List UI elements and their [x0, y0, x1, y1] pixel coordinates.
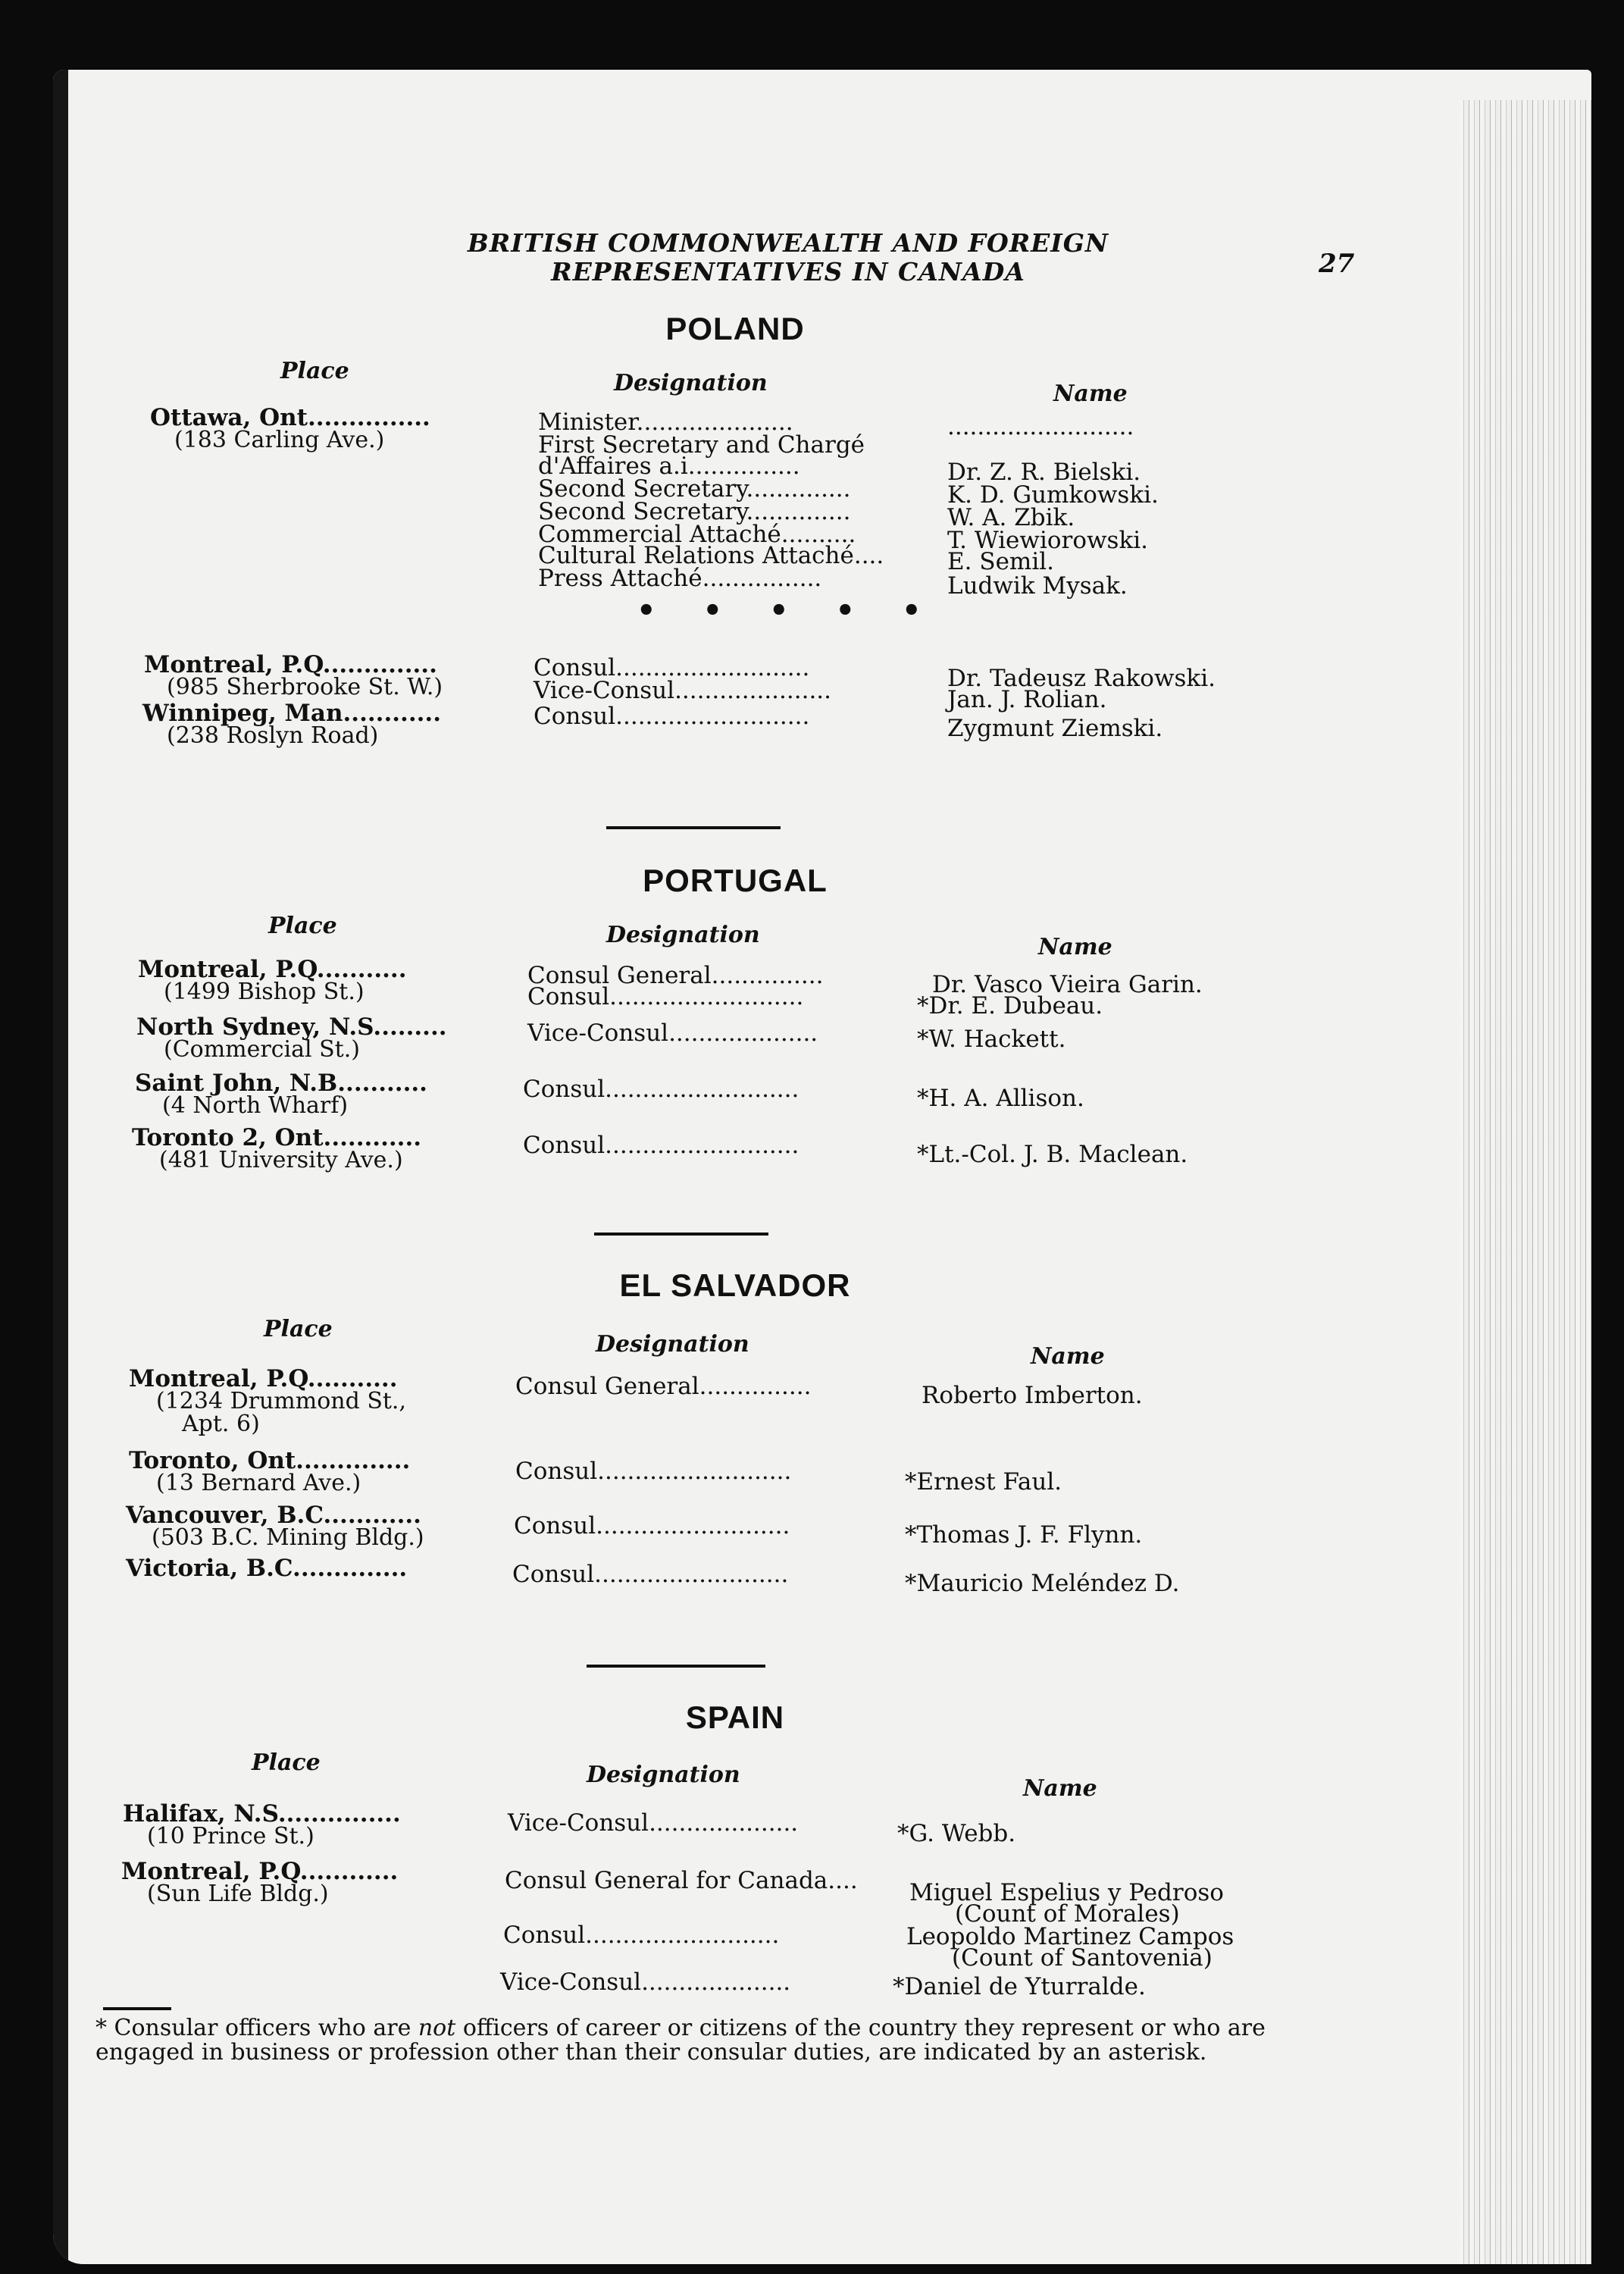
col-head-designation: Designation — [606, 922, 760, 948]
section-rule — [606, 826, 781, 829]
name-row: *Lt.-Col. J. B. Maclean. — [917, 1141, 1188, 1168]
place-row: North Sydney, N.S......... — [136, 1013, 447, 1041]
address-winnipeg: (238 Roslyn Road) — [167, 722, 379, 749]
name-row: *H. A. Allison. — [917, 1085, 1084, 1112]
designation-row: Minister..................... — [538, 409, 793, 436]
designation-row: Consul.......................... — [523, 1132, 799, 1159]
place-row: Toronto, Ont.............. — [129, 1447, 411, 1474]
name-row: *G. Webb. — [897, 1820, 1016, 1847]
designation-row: Consul.......................... — [512, 1561, 789, 1588]
designation-row: Consul.......................... — [503, 1922, 780, 1949]
name-row: T. Wiewiorowski. — [947, 527, 1148, 554]
place-montreal: Montreal, P.Q............ — [121, 1858, 399, 1885]
designation-row: Consul General for Canada.... — [505, 1867, 858, 1894]
name-row: (Count of Santovenia) — [952, 1944, 1213, 1972]
designation-row: Consul.......................... — [534, 654, 810, 681]
designation-row: Vice-Consul.................... — [527, 1020, 818, 1047]
address-montreal: (985 Sherbrooke St. W.) — [167, 674, 443, 700]
binding-edge — [53, 70, 68, 2264]
page-number: 27 — [1319, 249, 1355, 279]
col-head-name: Name — [1023, 1775, 1097, 1802]
place-row: Toronto 2, Ont............ — [132, 1124, 422, 1151]
running-header — [409, 229, 1167, 287]
address-montreal: (Sun Life Bldg.) — [147, 1881, 329, 1907]
header-line-1: BRITISH COMMONWEALTH AND FOREIGN — [467, 228, 1109, 258]
address-row: (Commercial St.) — [164, 1036, 360, 1063]
footnote-text-1: Consular officers who are — [107, 2015, 418, 2041]
address-row: (13 Bernard Ave.) — [156, 1470, 361, 1496]
name-row: Miguel Espelius y Pedroso — [909, 1879, 1224, 1906]
footnote-asterisk: * — [95, 2015, 107, 2041]
section-rule — [594, 1233, 768, 1236]
address-row: (503 B.C. Mining Bldg.) — [152, 1524, 424, 1551]
name-row: E. Semil. — [947, 548, 1054, 575]
name-row: Leopoldo Martinez Campos — [906, 1923, 1234, 1950]
footnote — [95, 2016, 1323, 2065]
name-row: Roberto Imberton. — [922, 1382, 1143, 1409]
page-edges — [1459, 100, 1591, 2264]
place-winnipeg: Winnipeg, Man............ — [142, 700, 442, 727]
place-ottawa: Ottawa, Ont............... — [150, 404, 430, 431]
col-head-name: Name — [1031, 1343, 1105, 1370]
address-row: Apt. 6) — [182, 1411, 260, 1437]
address-row: (1234 Drummond St., — [156, 1388, 406, 1414]
address-ottawa: (183 Carling Ave.) — [174, 427, 385, 453]
name-row: Dr. Z. R. Bielski. — [947, 459, 1141, 486]
address-row: (481 University Ave.) — [159, 1147, 403, 1173]
section-title-portugal: PORTUGAL — [643, 863, 828, 898]
section-separator-dots: • • • • • — [637, 593, 940, 628]
col-head-place: Place — [264, 1316, 333, 1342]
designation-row: Vice-Consul.................... — [500, 1969, 791, 1996]
footnote-text-2: officers of career or citizens of the country they represent or who are engaged in business or profession other than their consular duties, are indicated by an asterisk. — [95, 2015, 1266, 2066]
name-row: K. D. Gumkowski. — [947, 481, 1159, 509]
name-row: (Count of Morales) — [955, 1900, 1180, 1928]
name-row: ......................... — [947, 413, 1134, 440]
footnote-emphasis: not — [418, 2015, 456, 2041]
designation-row: Commercial Attaché.......... — [538, 521, 856, 548]
section-rule — [587, 1665, 765, 1668]
name-row: Zygmunt Ziemski. — [947, 715, 1163, 742]
place-row: Saint John, N.B........... — [135, 1070, 427, 1097]
col-head-designation: Designation — [587, 1762, 740, 1788]
designation-row: Consul General............... — [527, 962, 824, 989]
name-row: *Thomas J. F. Flynn. — [905, 1521, 1143, 1549]
col-head-designation: Designation — [596, 1331, 749, 1358]
name-row: Dr. Tadeusz Rakowski. — [947, 665, 1216, 692]
designation-row: First Secretary and Chargé — [538, 431, 865, 459]
name-row: *Mauricio Meléndez D. — [905, 1570, 1180, 1597]
name-row: *Ernest Faul. — [905, 1468, 1062, 1496]
place-montreal: Montreal, P.Q.............. — [144, 651, 437, 678]
name-row: *W. Hackett. — [917, 1026, 1066, 1053]
designation-row: Second Secretary.............. — [538, 475, 851, 503]
name-row: *Dr. E. Dubeau. — [917, 992, 1103, 1020]
col-head-place: Place — [280, 358, 349, 384]
footnote-rule — [103, 2007, 171, 2010]
name-row: Jan. J. Rolian. — [947, 686, 1107, 713]
section-title-spain: SPAIN — [685, 1699, 785, 1735]
address-row: (1499 Bishop St.) — [164, 979, 365, 1005]
designation-row: Vice-Consul..................... — [534, 677, 832, 704]
col-head-designation: Designation — [614, 370, 768, 396]
name-row: W. A. Zbik. — [947, 504, 1075, 531]
designation-row: Press Attaché................ — [538, 565, 822, 592]
name-row: Dr. Vasco Vieira Garin. — [932, 971, 1203, 998]
designation-row: Consul.......................... — [523, 1076, 799, 1103]
col-head-place: Place — [252, 1749, 321, 1776]
designation-row: Consul.......................... — [534, 703, 810, 730]
place-row: Victoria, B.C.............. — [126, 1555, 408, 1582]
designation-row: Second Secretary.............. — [538, 498, 851, 525]
designation-row: Consul.......................... — [514, 1512, 790, 1539]
col-head-name: Name — [1038, 934, 1112, 960]
section-title-el-salvador: EL SALVADOR — [619, 1267, 851, 1303]
designation-row: Consul General............... — [515, 1373, 812, 1400]
designation-row: d'Affaires a.i............... — [538, 453, 800, 480]
place-halifax: Halifax, N.S............... — [123, 1800, 401, 1828]
place-row: Montreal, P.Q........... — [138, 956, 407, 983]
designation-row: Cultural Relations Attaché.... — [538, 542, 884, 569]
designation-row: Consul.......................... — [527, 983, 804, 1010]
address-row: (4 North Wharf) — [162, 1092, 349, 1119]
name-row: Ludwik Mysak. — [947, 572, 1128, 600]
header-line-2: REPRESENTATIVES IN CANADA — [551, 257, 1025, 287]
col-head-place: Place — [268, 913, 337, 939]
place-row: Vancouver, B.C............ — [126, 1502, 421, 1529]
designation-row: Consul.......................... — [515, 1458, 792, 1485]
place-row: Montreal, P.Q........... — [129, 1365, 398, 1392]
section-title-poland: POLAND — [665, 311, 805, 346]
col-head-name: Name — [1053, 381, 1128, 407]
designation-row: Vice-Consul.................... — [508, 1809, 799, 1837]
address-halifax: (10 Prince St.) — [147, 1823, 314, 1850]
name-row: *Daniel de Yturralde. — [893, 1973, 1146, 2000]
book-page — [53, 70, 1591, 2264]
